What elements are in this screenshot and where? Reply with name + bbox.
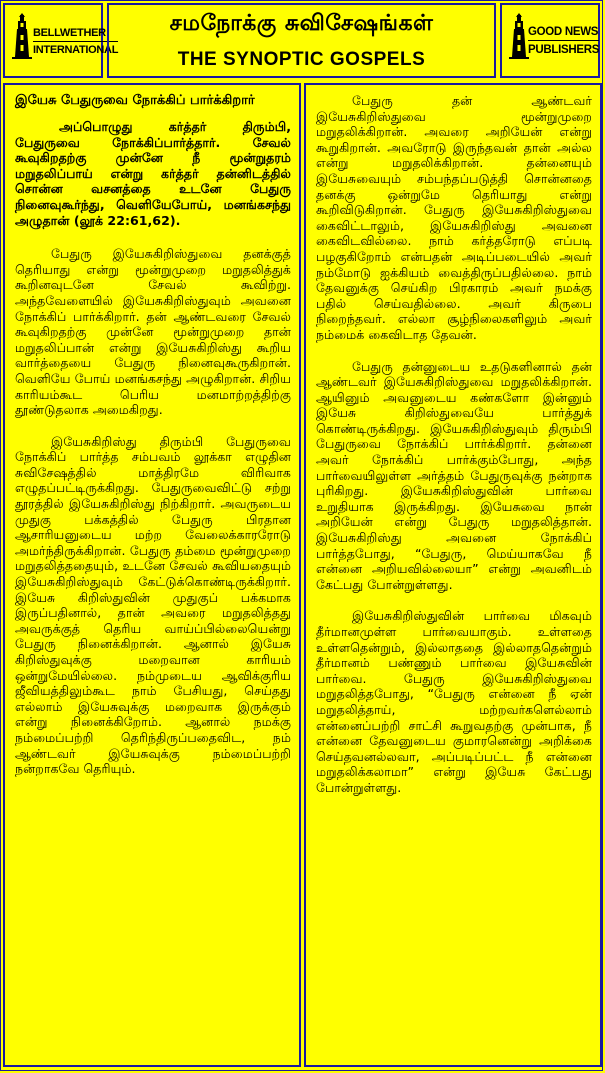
good-news-logo <box>500 3 600 78</box>
paragraph: இயேசுகிறிஸ்து திரும்பி பேதுருவை நோக்கிப் பார்த்த சம்பவம் லூக்கா எழுதின சுவிசேஷத்தில் மாத்திரமே விரிவாக எழுதப்பட்டிருக்கிறது. பேதுருவைவிட்டு சற்று தூரத்தில் இயேசுகிறிஸ்து நிற்கிறார். அவருடைய முதுகு பக்கத்தில் பேதுரு பிரதான ஆசாரியனுடைய மற்ற வேலைக்காரரோடு அமர்ந்திருக்கிறான். பேதுரு தம்மை மூன்றுமுறை மறுதலித்ததையும், உடனே சேவல் கூவியதையும் இயேசுகிறிஸ்துவும் கேட்டுக்கொண்டிருக்கிறார். இயேசு கிறிஸ்துவின் முதுகுப் பக்கமாக இருப்பதினால், தான் அவரை மறுதலித்தது அவருக்குத் தெரிய வாய்ப்பில்லையென்று பேதுரு நினைக்கிறான். ஆனால் இயேசு கிறிஸ்துவுக்கு மறைவான காரியம் ஒன்றுமேயில்லை. நம்முடைய ஆவிக்குரிய ஜீவியத்திலும்கூட நாம் பேசியது, செய்தது எல்லாம் இயேசுவுக்கு மறைவாக இருக்கும் என்று நினைக்கிறோம். ஆனால் நமக்கு நம்மைப்பற்றி தெரிந்திருப்பதைவிட, நம் ஆண்டவர் இயேசுவுக்கு நம்மைப்பற்றி நன்றாகவே தெரியும். <box>15 433 291 777</box>
logo-line-2: INTERNATIONAL <box>33 44 119 56</box>
good-news-logo-text <box>528 25 599 57</box>
right-column <box>304 83 602 1067</box>
paragraph: பேதுரு தன்னுடைய உதடுகளினால் தன் ஆண்டவர் இயேசுகிறிஸ்துவை மறுதலிக்கிறான். ஆயினும் அவனுடைய கண்களோ இன்னும் இயேசு கிறிஸ்துவையே பார்த்துக் கொண்டிருக்கிறது. இயேசுகிறிஸ்துவும் திரும்பி பேதுருவை நோக்கிப் பார்க்கிறார். தன்னை அவர் நோக்கிப் பார்க்கும்போது, அந்த பார்வையிலுள்ள அர்த்தம் பேதுருவுக்கு நன்றாக புரிகிறது. இயேசுகிறிஸ்துவின் பார்வை உறுதியாக இருக்கிறது. இயேசுவை நான் அறியேன் என்று பேதுரு மறுதலித்தான். இயேசுகிறிஸ்து அவனை நோக்கிப் பார்த்தபோது, “பேதுரு, மெய்யாகவே நீ என்னை அறியவில்லையா” என்று அவனிடம் கேட்பது போன்றுள்ளது. <box>316 358 592 592</box>
logo-line-1: BELLWETHER <box>33 27 118 42</box>
tower-icon <box>508 13 530 59</box>
scripture-quote: அப்பொழுது கர்த்தர் திரும்பி, பேதுருவை நோக்கிப்பார்த்தார். சேவல் கூவுகிறதற்கு முன்னே நீ மூன்றுதரம் மறுதலிப்பாய் என்று கர்த்தர் தன்னிடத்தில் சொன்ன வசனத்தை உடனே பேதுரு நினைவுகூர்ந்து, வெளியேபோய், மனங்கசந்து அழுதான் (லூக் 22:61,62). <box>15 119 291 228</box>
article-heading: இயேசு பேதுருவை நோக்கிப் பார்க்கிறார் <box>15 93 255 108</box>
page-title-english: THE SYNOPTIC GOSPELS <box>177 49 426 70</box>
title-box <box>107 3 496 78</box>
logo-line-1: GOOD NEWS <box>528 25 599 41</box>
bellwether-logo <box>3 3 119 78</box>
bellwether-logo-text <box>33 27 118 57</box>
tower-icon <box>11 13 33 59</box>
paragraph: பேதுரு தன் ஆண்டவர் இயேசுகிறிஸ்துவை மூன்றுமுறை மறுதலிக்கிறான். அவரை அறியேன் என்று கூறுகிறான். அவரோடு இருந்தவன் தான் அல்ல என்று மறுதலிக்கிறான். தன்னையும் இயேசுவையும் சம்பந்தப்படுத்தி சொன்னதை தனக்கு ஒன்றுமே தெரியாது என்று கூறிவிடுகிறான். பேதுரு இயேசுகிறிஸ்துவை கைவிட்டாலும், இயேசுகிறிஸ்து அவனை கைவிடவில்லை. நாம் கர்த்தரோடு எப்படி பழகுகிறோம் என்பதன் அடிப்படையில் அவர் நம்மோடு ஐக்கியம் வைத்திருப்பதில்லை. நாம் தேவனுக்கு செய்கிற பிரகாரம் அவர் நமக்கு பதில் செய்வதில்லை. அவர் கிருபை நிறைந்தவர். எல்லா சூழ்நிலைகளிலும் அவர் நம்மைக் கைவிடாத தேவன். <box>316 93 592 342</box>
paragraph: இயேசுகிறிஸ்துவின் பார்வை மிகவும் தீர்மானமுள்ள பார்வையாகும். உள்ளதை உள்ளதென்றும், இல்லாததை இல்லாததென்றும் தீர்மானம் பண்ணும் பார்வை இயேசுவின் பார்வை. பேதுரு இயேசுகிறிஸ்துவை மறுதலித்தபோது, “பேதுரு என்னை நீ ஏன் மறுதலித்தாய், மற்றவர்களெல்லாம் என்னைப்பற்றி சாட்சி கூறுவதற்கு முன்பாக, நீ என்னை தேவனுடைய குமாரனென்று அறிக்கை செய்தவனல்லவா, அப்படிப்பட்ட நீ என்னை மறுதலிக்கலாமா” என்று இயேசு கேட்பது போன்றுள்ளது. <box>316 608 592 795</box>
logo-line-2: PUBLISHERS <box>528 44 600 56</box>
left-column <box>3 83 301 1067</box>
header <box>3 3 600 78</box>
page-title-tamil: சமநோக்கு சுவிசேஷங்கள் <box>169 11 434 36</box>
paragraph: பேதுரு இயேசுகிறிஸ்துவை தனக்குத் தெரியாது என்று மூன்றுமுறை மறுதலித்துக் கூறினவுடனே சேவல் கூவிற்று. அந்தவேளையில் இயேசுகிறிஸ்துவும் அவனை நோக்கிப் பார்க்கிறார். தன் ஆண்டவரை சேவல் கூவுகிறதற்கு முன்னே மூன்றுமுறை தான் மறுதலிப்பான் என்று இயேசுகிறிஸ்து கூறிய வார்த்தையை பேதுரு நினைவுகூருகிறான். வெளியே போய் மனங்கசந்து அழுகிறான். சிறிய காரியம்கூட பெரிய மனமாற்றத்திற்கு தூண்டுதலாக அமைகிறது. <box>15 246 291 418</box>
